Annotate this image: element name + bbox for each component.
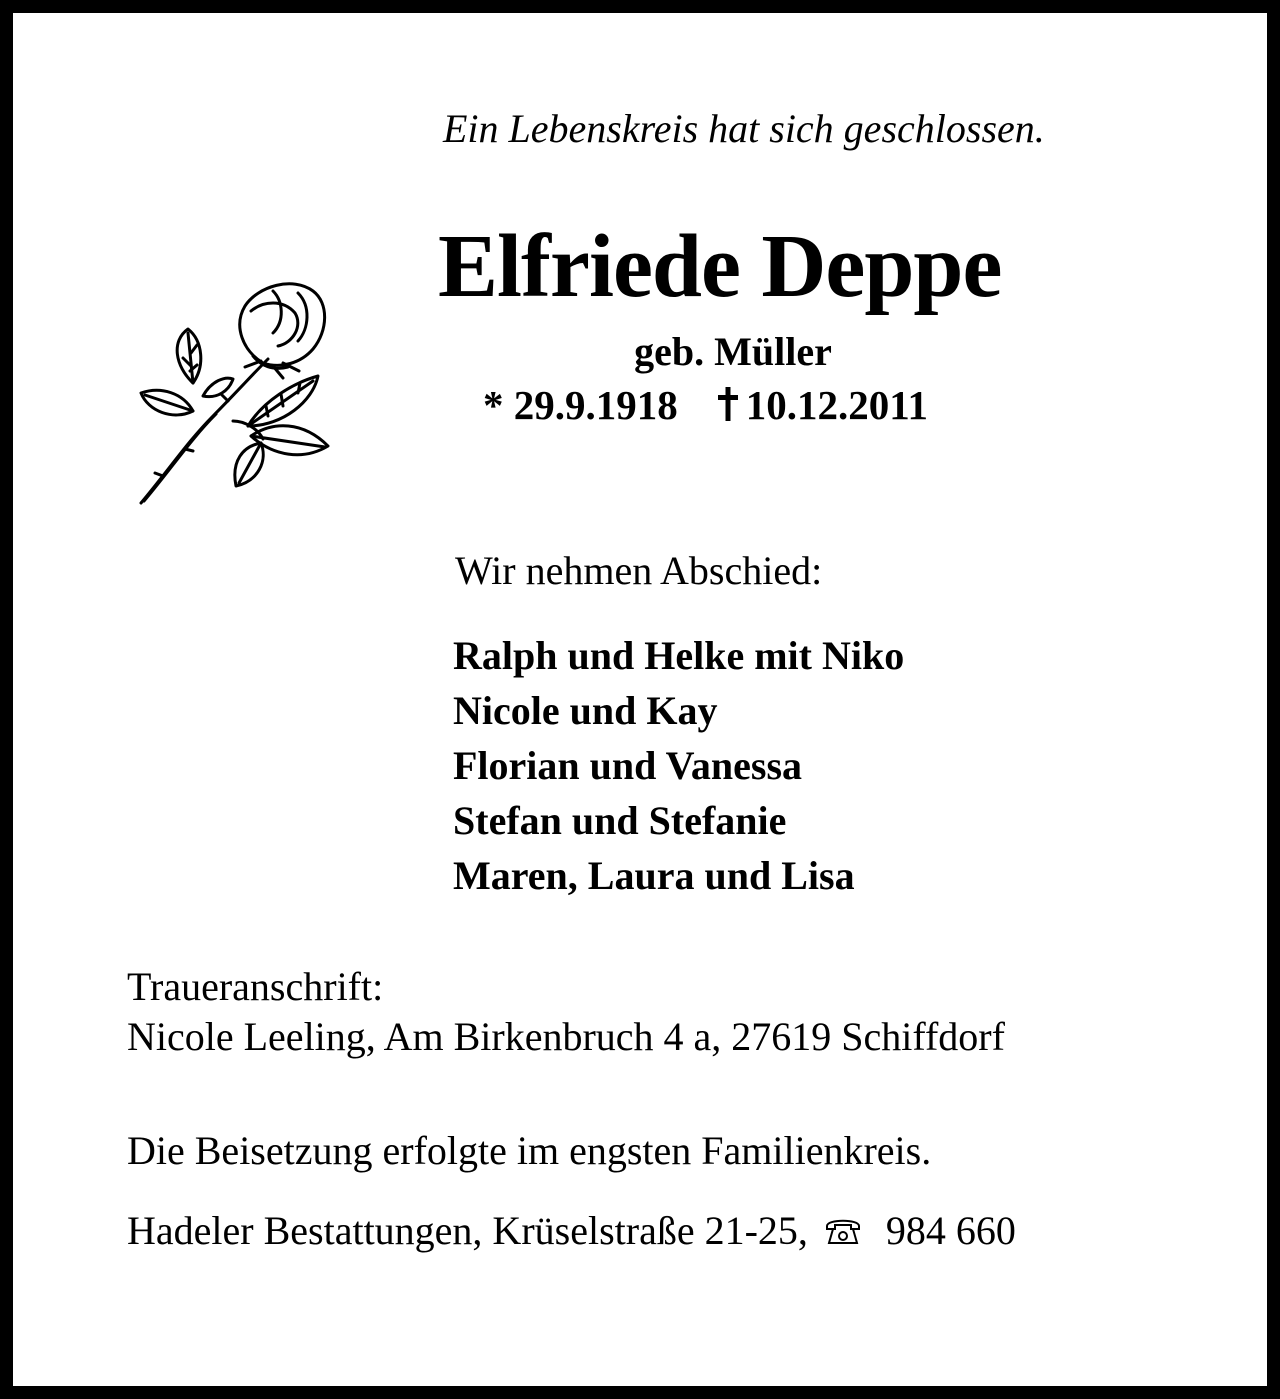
address-label: Traueranschrift: [127,964,384,1009]
mourner-line: Nicole und Kay [453,688,718,733]
deceased-name: Elfriede Deppe [438,217,1002,316]
phone-number: 984 660 [885,1208,1016,1253]
maiden-name: geb. Müller [634,329,832,374]
undertaker-line [127,1207,1016,1254]
mourning-address: Nicole Leeling, Am Birkenbruch 4 a, 27619 Schiffdorf [127,1014,1005,1059]
telephone-icon [824,1216,862,1246]
motto: Ein Lebenskreis hat sich geschlossen. [443,106,1045,151]
mourner-line: Florian und Vanessa [453,743,803,788]
life-dates [483,381,928,429]
mourner-line: Ralph und Helke mit Niko [453,633,905,678]
mourner-line: Stefan und Stefanie [453,798,787,843]
mourners-list [453,628,904,903]
cross-icon [718,387,738,421]
undertaker-address: Hadeler Bestattungen, Krüselstraße 21-25, [127,1208,808,1253]
rose-icon [133,271,338,506]
mourner-line: Maren, Laura und Lisa [453,853,855,898]
farewell-text: Wir nehmen Abschied: [455,548,823,593]
death-date: 10.12.2011 [745,382,928,428]
birth-date: * 29.9.1918 [483,382,678,428]
burial-note: Die Beisetzung erfolgte im engsten Familienkreis. [127,1128,932,1173]
